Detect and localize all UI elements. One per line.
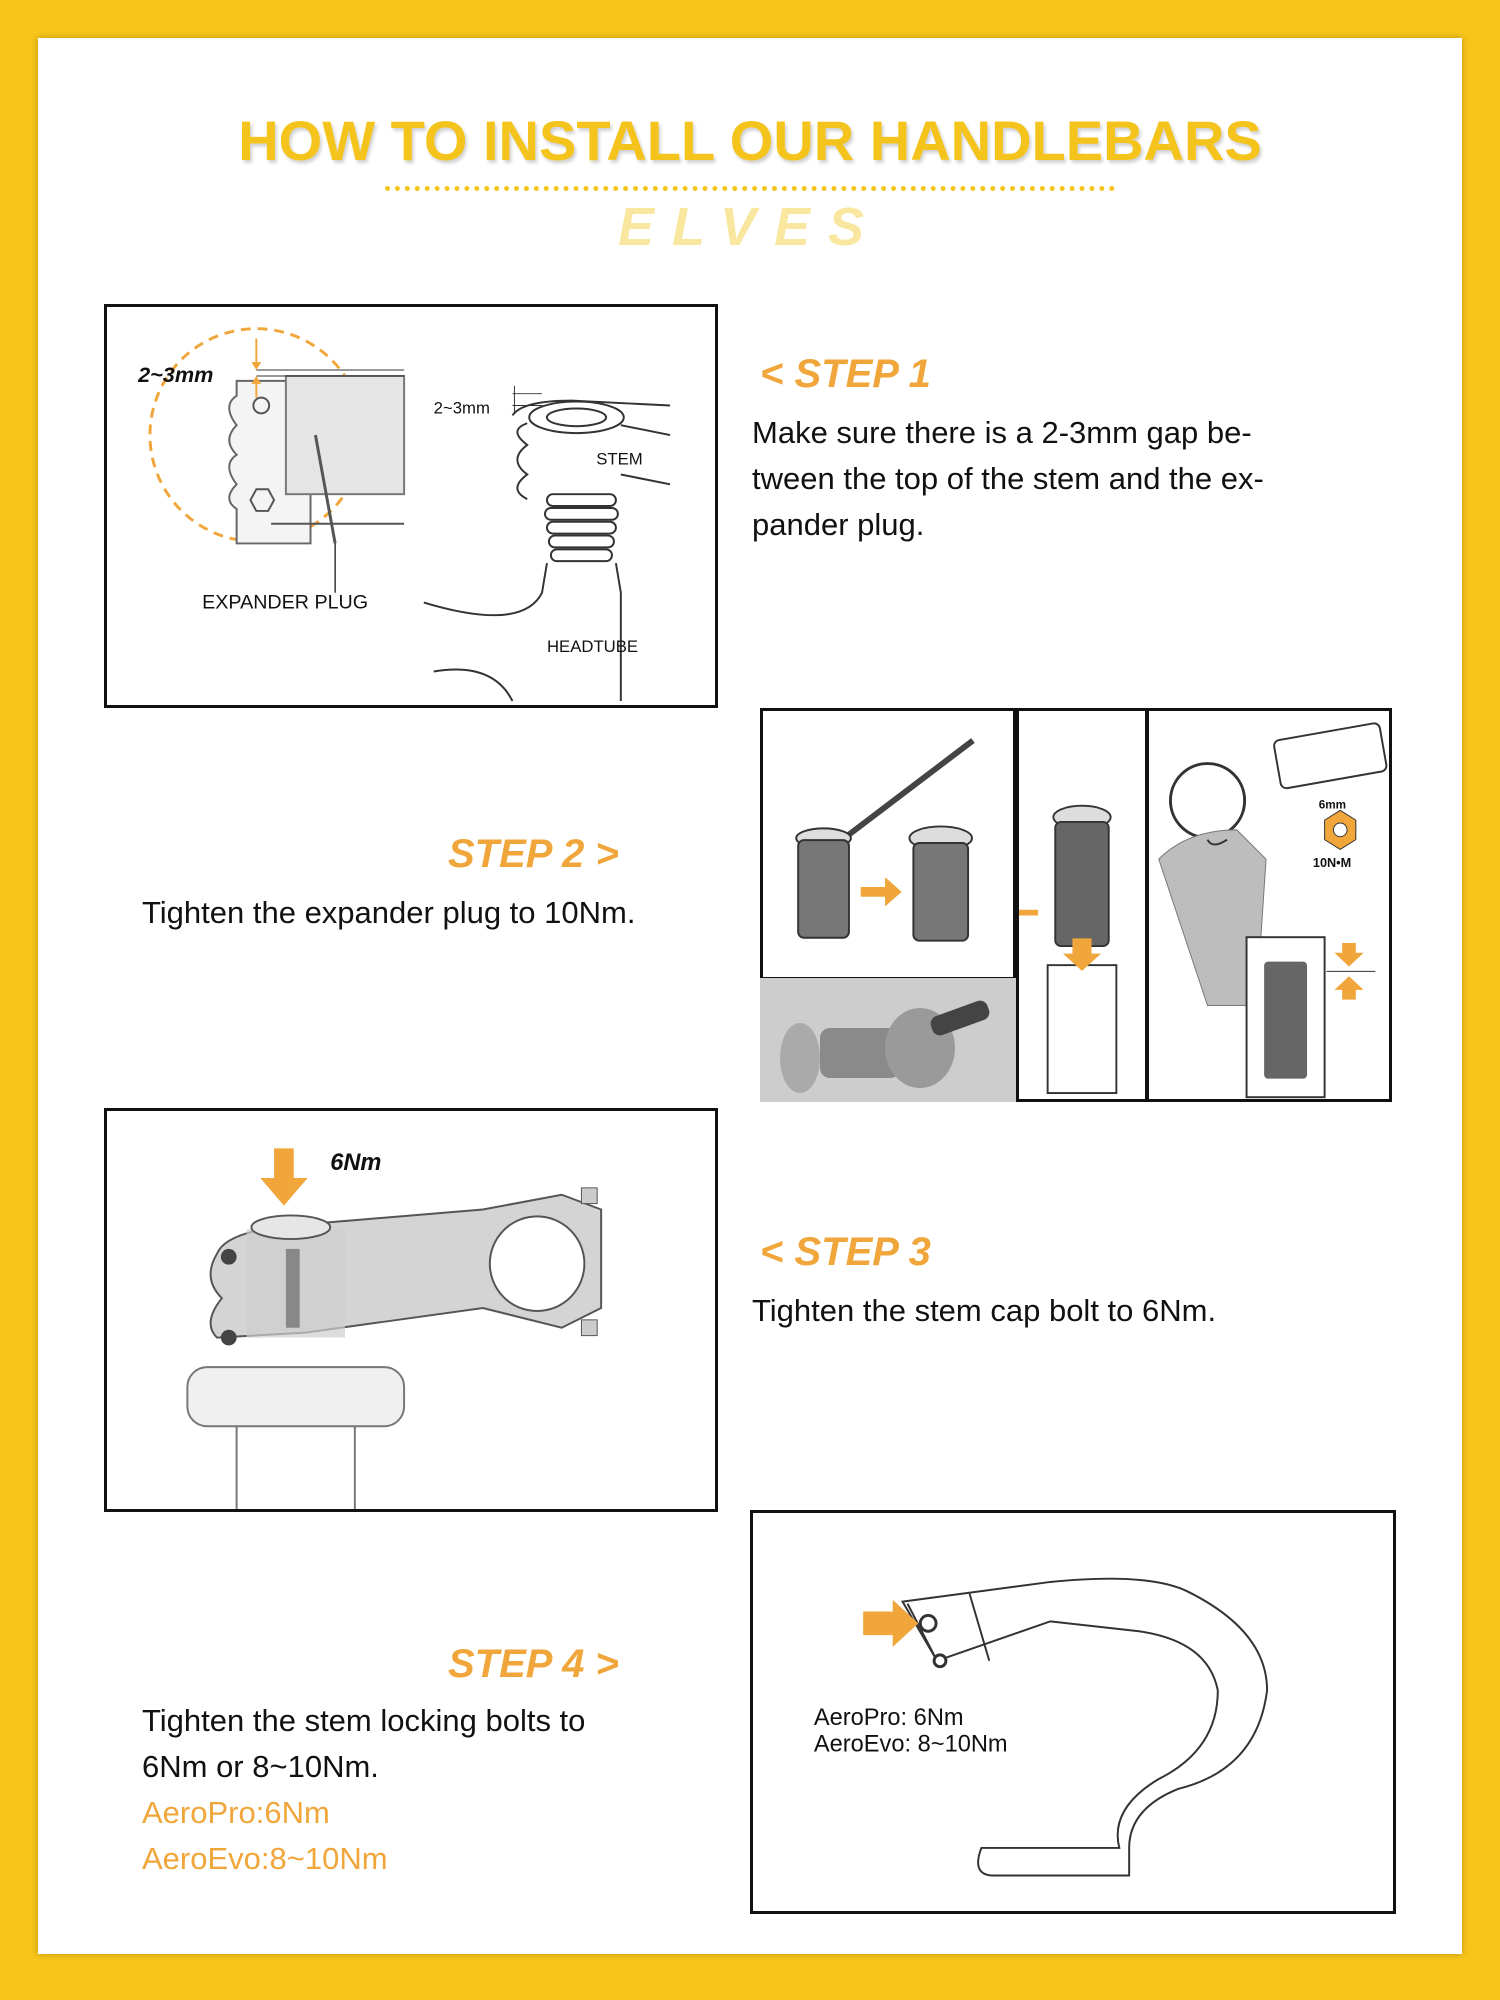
step4-line2: 6Nm or 8~10Nm. bbox=[142, 1749, 379, 1784]
headtube-label: HEADTUBE bbox=[546, 636, 639, 656]
step1-description bbox=[752, 410, 1264, 548]
step3-illustration bbox=[104, 1108, 718, 1512]
stem-label: STEM bbox=[596, 449, 643, 469]
step1-line3: pander plug. bbox=[752, 507, 925, 542]
step2-description bbox=[142, 890, 635, 936]
torque-label-10nm: 10N•M bbox=[1312, 855, 1352, 870]
step4-aeroevo: AeroEvo:8~10Nm bbox=[142, 1841, 388, 1876]
gap-label-large: 2~3mm bbox=[138, 361, 214, 387]
chevron-left-icon: < bbox=[760, 1230, 784, 1274]
step4-illustration bbox=[750, 1510, 1396, 1914]
step3-heading-text: STEP 3 bbox=[794, 1230, 931, 1274]
step4-line1: Tighten the stem locking bolts to bbox=[142, 1703, 586, 1738]
title-divider bbox=[385, 186, 1115, 191]
aeropro-torque-label: AeroPro: 6Nm bbox=[813, 1704, 964, 1731]
step2-heading-text: STEP 2 bbox=[448, 832, 585, 876]
gap-label-small: 2~3mm bbox=[433, 398, 490, 418]
expander-plug-label: EXPANDER PLUG bbox=[202, 591, 369, 614]
step2-line1: Tighten the expander plug to 10Nm. bbox=[142, 895, 636, 930]
step4-description bbox=[142, 1698, 585, 1882]
torque-label-6nm: 6Nm bbox=[330, 1150, 382, 1177]
step2-parts-photo bbox=[760, 978, 1016, 1102]
step2-install-illustration bbox=[1016, 708, 1148, 1102]
step1-heading bbox=[760, 352, 931, 397]
step4-aeropro: AeroPro:6Nm bbox=[142, 1795, 330, 1830]
step3-description bbox=[752, 1288, 1216, 1334]
tool-size-label: 6mm bbox=[1318, 798, 1347, 812]
step4-heading-text: STEP 4 bbox=[448, 1642, 585, 1686]
step3-line1: Tighten the stem cap bolt to 6Nm. bbox=[752, 1293, 1217, 1328]
step1-line1: Make sure there is a 2-3mm gap be- bbox=[752, 415, 1252, 450]
chevron-left-icon: < bbox=[760, 352, 784, 396]
step2-expander-illustration bbox=[760, 708, 1016, 980]
step1-line2: tween the top of the stem and the ex- bbox=[752, 461, 1264, 496]
step2-heading bbox=[448, 832, 619, 877]
step4-heading bbox=[448, 1642, 619, 1687]
step3-heading bbox=[760, 1230, 931, 1275]
brand-logo: ELVES bbox=[617, 197, 883, 257]
chevron-right-icon: > bbox=[595, 1642, 619, 1686]
page-title: HOW TO INSTALL OUR HANDLEBARS bbox=[238, 109, 1262, 172]
step1-heading-text: STEP 1 bbox=[794, 352, 931, 396]
chevron-right-icon: > bbox=[595, 832, 619, 876]
step1-illustration bbox=[104, 304, 718, 708]
aeroevo-torque-label: AeroEvo: 8~10Nm bbox=[813, 1731, 1008, 1758]
step2-torque-illustration bbox=[1146, 708, 1392, 1102]
